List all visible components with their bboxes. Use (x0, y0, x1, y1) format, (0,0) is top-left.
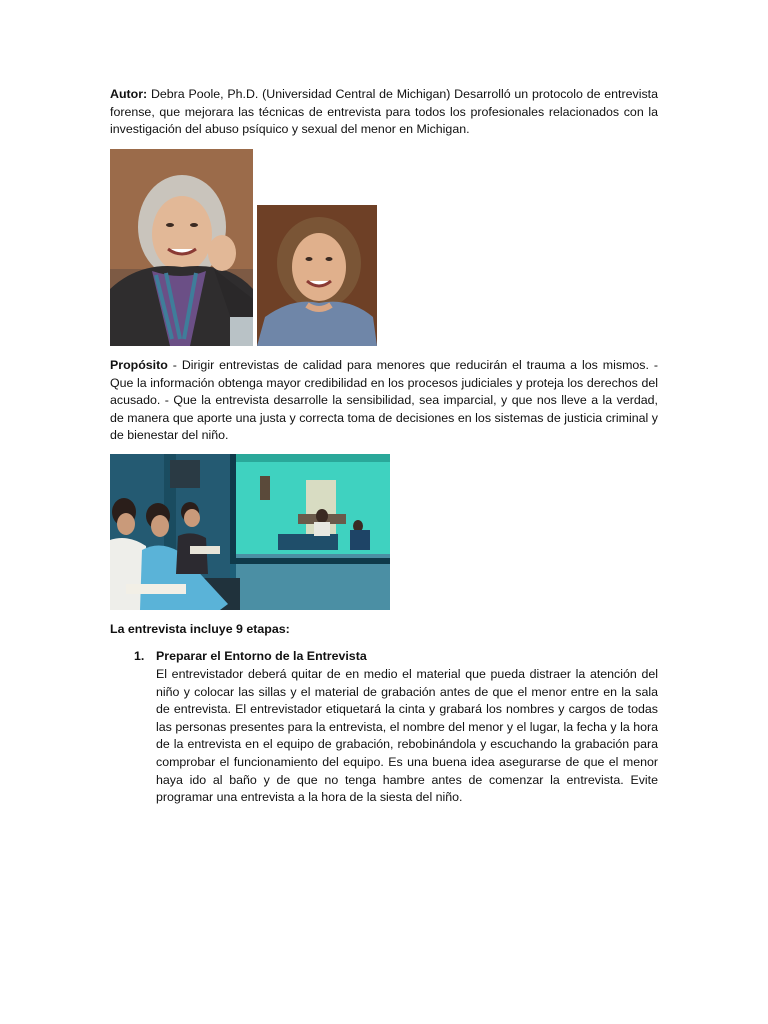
author-portrait-photo-1 (110, 149, 253, 346)
purpose-paragraph (110, 357, 658, 445)
purpose-label: Propósito (110, 358, 168, 372)
author-paragraph (110, 86, 658, 139)
step-body: El entrevistador deberá quitar de en medio el material que pueda distraer la atención del niño y colocar las sillas y el material de grabación antes de que el menor entre en la sala de entrevista. El entrevistador etiquetará la cinta y grabará los nombres y cargos de todas las personas presentes para la entrevista, el nombre del menor y el lugar, la fecha y la hora de la entrevista en el equipo de grabación, rebobinándola y escuchando la grabación para comprobar el funcionamiento del equipo. Es una buena idea asegurarse de que el menor haya ido al baño y de que no tenga hambre antes de comenzar la entrevista. Evite programar una entrevista a la hora de la siesta del niño. (156, 667, 658, 805)
author-portrait-photo-2 (257, 205, 377, 346)
observation-room-photo (110, 454, 390, 610)
stages-heading: La entrevista incluye 9 etapas: (110, 622, 290, 636)
portrait-illustration-2 (257, 205, 377, 346)
observation-room-illustration (110, 454, 390, 610)
purpose-text: - Dirigir entrevistas de calidad para menores que reducirán el trauma a los mismos. - Que la información obtenga mayor credibilidad en los procesos judiciales y proteja los derechos del acusado. - Que la entrevista desarrolle la sensibilidad, sea imparcial, y que nos lleve a la verdad, de manera que aporte una justa y correcta toma de decisiones en los sistemas de justicia criminal y de bienestar del niño. (110, 358, 658, 443)
author-label: Autor: (110, 87, 148, 101)
author-text: Debra Poole, Ph.D. (Universidad Central de Michigan) Desarrolló un protocolo de entrevista forense, que mejorara las técnicas de entrevista para todos los profesionales relacionados con la investigación del abuso psíquico y sexual del menor en Michigan. (110, 87, 658, 137)
step-number: 1. (134, 649, 145, 663)
step-title: Preparar el Entorno de la Entrevista (156, 649, 367, 663)
portrait-illustration-1 (110, 149, 253, 346)
